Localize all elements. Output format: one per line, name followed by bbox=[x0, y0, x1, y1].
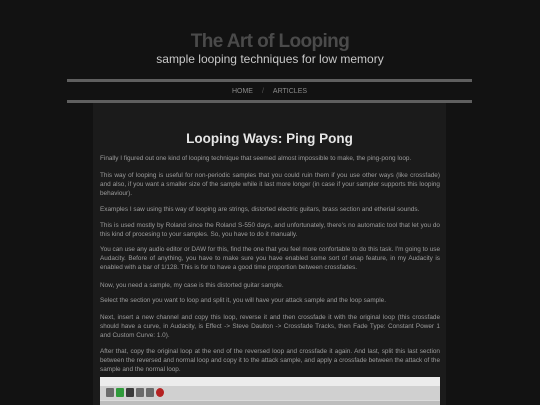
paragraph-crossfade: Next, insert a new channel and copy this loop, reverse it and then crossfade it with the original loop (this crossfade should have a curve, in Audacity, is Effect -> Steve Daulton -> Crossfade Tracks, then Fade Type: Constant Power 1 and Custom Curve: 1.0). bbox=[100, 314, 440, 340]
skip-start-icon bbox=[136, 388, 144, 397]
skip-end-icon bbox=[146, 388, 154, 397]
nav-separator: / bbox=[261, 88, 264, 95]
paragraph-roland: This is used mostly by Roland since the Roland S-550 days, and unfortunately, there's no automatic tool that let you do this kind of procesing to your samples. So, you have to do it manually. bbox=[100, 222, 440, 239]
nav-top-divider bbox=[67, 79, 472, 82]
paragraph-sample: Now, you need a sample, my case is this distorted guitar sample. bbox=[100, 282, 284, 289]
paragraph-usefulness: This way of looping is useful for non-periodic samples that you could ruin them if you use other ways (like crossfade) and also, if you want a smaller size of the sample while it last more longer (in case if your sampler supports this looping behaviour). bbox=[100, 172, 440, 198]
record-icon bbox=[156, 388, 164, 397]
paragraph-intro: Finally I figured out one kind of looping technique that seemed almost impossible to make, the ping-pong loop. bbox=[100, 155, 412, 162]
main-nav bbox=[67, 86, 472, 98]
site-description: sample looping techniques for low memory bbox=[156, 52, 384, 66]
audacity-screenshot bbox=[100, 377, 440, 405]
article-content bbox=[93, 103, 446, 405]
screenshot-timeline bbox=[100, 401, 440, 405]
site-title[interactable]: The Art of Looping bbox=[190, 31, 350, 52]
post-title: Looping Ways: Ping Pong bbox=[186, 131, 353, 146]
play-icon bbox=[116, 388, 124, 397]
pause-icon bbox=[106, 388, 114, 397]
nav-link-home[interactable]: HOME bbox=[231, 88, 253, 95]
nav-link-articles[interactable]: ARTICLES bbox=[272, 88, 308, 95]
paragraph-select: Select the section you want to loop and split it, you will have your attack sample and the loop sample. bbox=[100, 297, 386, 304]
paragraph-examples: Examples I saw using this way of looping are strings, distorted electric guitars, brass section and etherial sounds. bbox=[100, 206, 420, 213]
stop-icon bbox=[126, 388, 134, 397]
screenshot-menubar bbox=[100, 377, 440, 386]
paragraph-final: After that, copy the original loop at the end of the reversed loop and crossfade it again. And last, split this last section between the reversed and normal loop and copy it to the attack sample, and apply a crossfade between the attack of the sample and the normal loop. bbox=[100, 348, 440, 374]
paragraph-tools: You can use any audio editor or DAW for this, find the one that you feel more confortable to do this task. I'm going to use Audacity. Before of anything, you have to make sure you have enabled some sort of snap feature, in my Audacity is enabled with a bar of 1/128. This is for to have a good time proportion between crossfades. bbox=[100, 246, 441, 272]
